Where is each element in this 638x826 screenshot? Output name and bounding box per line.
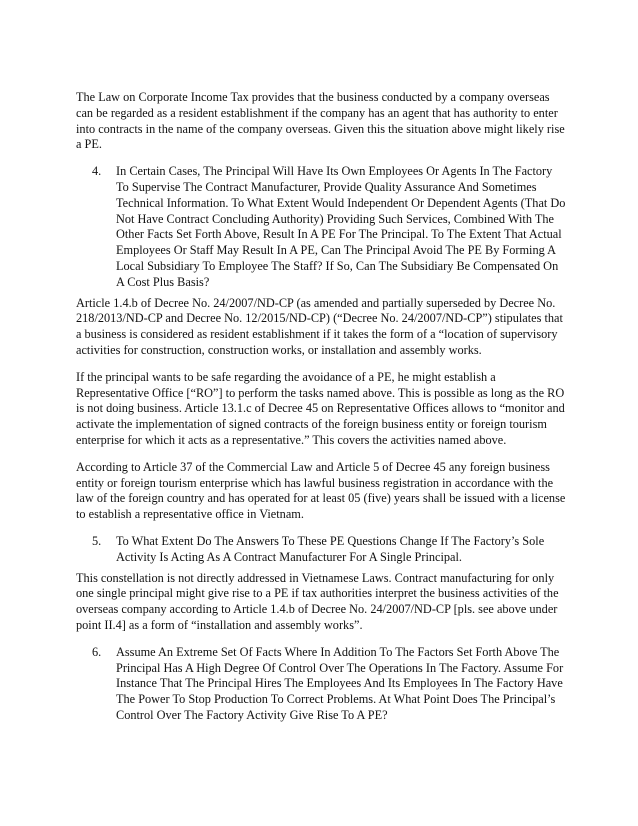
paragraph-article-37: According to Article 37 of the Commercial Law and Article 5 of Decree 45 any foreign business entity or foreign tourism enterprise which has lawful business registration in accordance with the law of the foreign country and has operated for at least 05 (five) years shall be issued with a license to establish a representative office in Vietnam. <box>76 459 566 522</box>
document-page <box>76 90 566 727</box>
paragraph-constellation: This constellation is not directly addressed in Vietnamese Laws. Contract manufacturing for only one single principal might give rise to a PE if tax authorities interpret the business activities of the overseas company according to Article 1.4.b of Decree No. 24/2007/ND-CP [pls. see above under point II.4] as a form of “installation and assembly works”. <box>76 570 559 632</box>
question-text: To What Extent Do The Answers To These PE Questions Change If The Factory’s Sole Activity Is Acting As A Contract Manufacturer For A Single Principal. <box>116 533 545 564</box>
question-4 <box>76 164 566 290</box>
question-number: 5. <box>92 533 102 548</box>
paragraph-resident-establishment: The Law on Corporate Income Tax provides that the business conducted by a company overseas can be regarded as a resident establishment if the company has an agent that has authority to enter into contracts in the name of the company overseas. Given this the situation above might likely rise a PE. <box>76 90 565 152</box>
question-6 <box>76 645 566 724</box>
question-text: Assume An Extreme Set Of Facts Where In Addition To The Factors Set Forth Above The Principal Has A High Degree Of Control Over The Operations In The Factory. Assume For Instance That The Principal Hires The Employees And Its Employees In The Factory Have The Power To Stop Production To Correct Problems. At What Point Does The Principal’s Control Over The Factory Activity Give Rise To A PE? <box>116 644 564 722</box>
question-5 <box>76 534 566 566</box>
paragraph-article-1-4-b: Article 1.4.b of Decree No. 24/2007/ND-CP (as amended and partially superseded by Decree No. 218/2013/ND-CP and Decree No. 12/2015/ND-CP) (“Decree No. 24/2007/ND-CP”) stipulates that a business is considered as resident establishment if it takes the form of a “location of supervisory activities for construction, construction works, or installation and assembly works. <box>76 295 563 357</box>
question-number: 4. <box>92 164 102 179</box>
question-number: 6. <box>92 644 102 659</box>
question-text: In Certain Cases, The Principal Will Have Its Own Employees Or Agents In The Factory To Supervise The Contract Manufacturer, Provide Quality Assurance And Sometimes Technical Information. To What Extent Would Independent Or Dependent Agents (That Do Not Have Contract Concluding Authority) Providing Such Services, Combined With The Other Facts Set Forth Above, Result In A PE For The Principal. To The Extent That Actual Employees Or Staff May Result In A PE, Can The Principal Avoid The PE By Forming A Local Subsidiary To Employee The Staff? If So, Can The Subsidiary Be Compensated On A Cost Plus Basis? <box>116 164 566 289</box>
paragraph-representative-office: If the principal wants to be safe regarding the avoidance of a PE, he might establish a Representative Office [“RO”] to perform the tasks named above. This is possible as long as the RO is not doing business. Article 13.1.c of Decree 45 on Representative Offices allows to “monitor and activate the implementation of signed contracts of the foreign business entity or foreign tourism enterprise for which it acts as a representative.” This covers the activities named above. <box>76 369 565 447</box>
